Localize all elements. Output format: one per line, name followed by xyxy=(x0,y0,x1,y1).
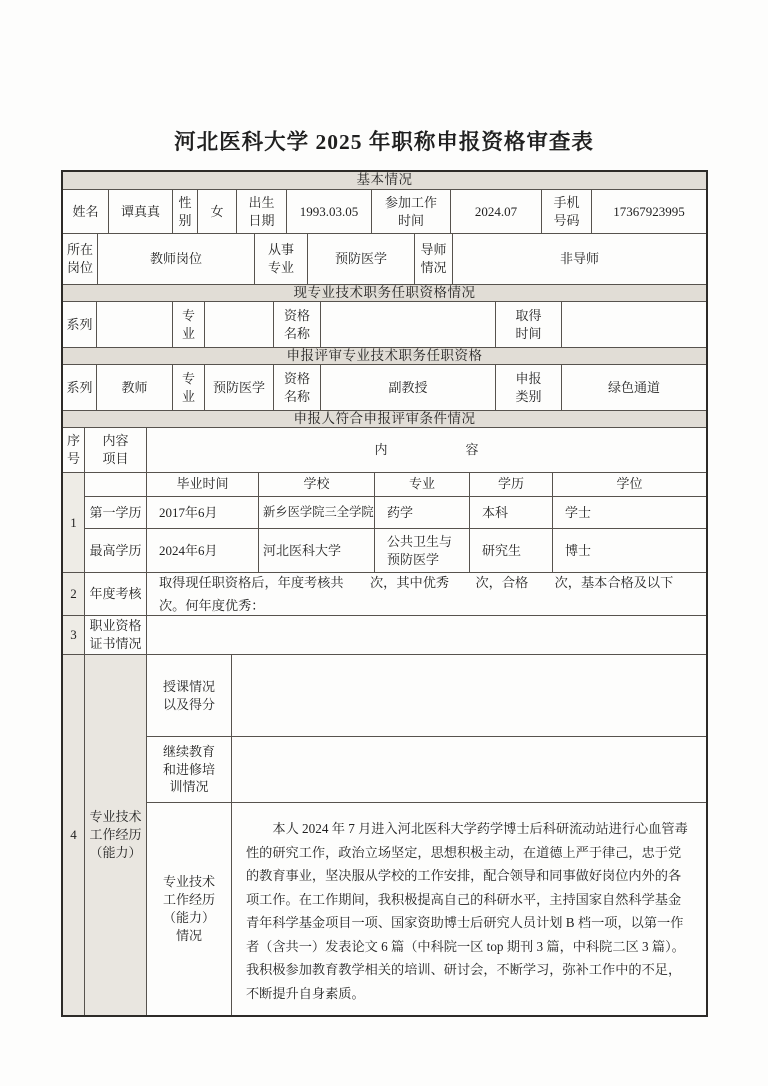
mentor-value-cell xyxy=(453,234,706,285)
cert-seq-cell xyxy=(63,616,85,655)
post-label: 所在岗位 xyxy=(66,242,93,275)
highest-degree-time: 2024年6月 xyxy=(159,542,218,558)
first-degree-major-cell xyxy=(375,497,470,530)
first-degree-label: 第一学历 xyxy=(89,504,142,520)
post-value: 教师岗位 xyxy=(149,251,202,267)
birth-label: 出生日期 xyxy=(248,194,275,228)
phone-label: 手机号码 xyxy=(553,194,580,228)
section-conditions-header-row xyxy=(63,411,706,428)
mentor-label-cell xyxy=(415,234,453,285)
cert-label: 职业资格证书情况 xyxy=(89,618,142,651)
basic-row-2 xyxy=(63,234,706,285)
current-qual-label-cell xyxy=(274,302,321,348)
apply-series-label-cell xyxy=(63,365,97,411)
item-column-header: 内容项目 xyxy=(102,433,129,466)
apply-major-label-cell xyxy=(173,365,205,411)
phone-value-cell xyxy=(592,190,706,234)
highest-degree-label: 最高学历 xyxy=(89,542,142,558)
name-value-cell xyxy=(109,190,173,234)
work-time-label: 参加工作时间 xyxy=(384,194,437,228)
annual-seq: 2 xyxy=(70,586,77,602)
training-label: 继续教育和进修培训情况 xyxy=(162,743,215,795)
name-label: 姓名 xyxy=(72,203,99,219)
apply-qual-row xyxy=(63,365,706,411)
qualification-review-table xyxy=(61,170,708,1017)
highest-degree-level-cell xyxy=(470,529,553,572)
training-label-cell xyxy=(147,737,232,803)
work-seq-cell xyxy=(63,655,85,1015)
apply-series-value-cell xyxy=(97,365,173,411)
work-time-label-cell xyxy=(372,190,451,234)
teaching-row xyxy=(147,655,706,737)
education-subtable xyxy=(85,473,706,573)
section-current-qual-header-label: 现专业技术职务任职资格情况 xyxy=(293,285,476,300)
teaching-label-cell xyxy=(147,655,232,737)
apply-qual-value: 副教授 xyxy=(388,379,428,395)
first-degree-degree-cell xyxy=(553,497,706,530)
cert-seq: 3 xyxy=(70,627,77,643)
gender-value: 女 xyxy=(210,203,224,219)
edu-col-level-cell xyxy=(470,473,553,497)
work-experience-row xyxy=(63,655,706,1015)
highest-degree-row xyxy=(85,529,706,572)
experience-label: 专业技术工作经历（能力）情况 xyxy=(162,874,215,943)
field-value: 预防医学 xyxy=(334,251,387,267)
current-series-label: 系列 xyxy=(66,316,93,332)
annual-content: 取得现任职资格后，年度考核共 次，其中优秀 次，合格 次，基本合格及以下 次。何年度优秀： xyxy=(159,574,700,613)
work-subtable xyxy=(147,655,706,1015)
current-obtained-label: 取得时间 xyxy=(515,307,542,341)
form-title: 河北医科大学 2025 年职称申报资格审查表 xyxy=(174,130,594,154)
current-major-value-cell xyxy=(205,302,274,348)
experience-label-cell xyxy=(147,803,232,1015)
highest-degree-major-cell xyxy=(375,529,470,572)
annual-content-cell xyxy=(147,573,706,616)
apply-qual-value-cell xyxy=(321,365,496,411)
work-time-value-cell xyxy=(451,190,542,234)
edu-col-school-cell xyxy=(259,473,375,497)
seq-column-header: 序号 xyxy=(66,433,80,466)
highest-degree-degree-cell xyxy=(553,529,706,572)
highest-degree-time-cell xyxy=(147,529,259,572)
highest-degree-school: 河北医科大学 xyxy=(263,542,342,558)
section-current-qual-header-row xyxy=(63,285,706,302)
apply-qual-label: 资格名称 xyxy=(283,370,310,404)
content-column-header-cell xyxy=(147,428,706,473)
edu-col-level: 学历 xyxy=(497,476,524,492)
section-basic-header xyxy=(63,172,706,190)
annual-review-row xyxy=(63,573,706,616)
apply-category-label: 申报类别 xyxy=(515,370,542,404)
gender-value-cell xyxy=(198,190,237,234)
current-obtained-value-cell xyxy=(562,302,706,348)
mentor-value: 非导师 xyxy=(559,251,599,267)
edu-col-time: 毕业时间 xyxy=(176,476,229,492)
experience-content: 本人 2024 年 7 月进入河北医科大学药学博士后科研流动站进行心血管毒性的研究工作，政治立场坚定，思想积极主动，在道德上严于律己，忠于党的教育事业，坚决服从学校的工作安排，配合领导和同事做好岗位内外的各项工作。在工作期间，我积极提高自己的科研水平，主持国家自然科学基金青年科学基金项目一项、国家资助博士后研究人员计划 B 档一项，以第一作者（含共一）发表论文 6 篇（中科院一区 top 期刊 3 篇，中科院二区 3 篇）。我积极参加教育教学相关的培训、研讨会，不断学习，弥补工作中的不足，不断提升自身素质。 xyxy=(246,821,688,1001)
section-current-qual-header xyxy=(63,285,706,302)
experience-content-cell xyxy=(232,803,706,1015)
work-seq: 4 xyxy=(70,827,77,843)
section-conditions-header-label: 申报人符合申报评审条件情况 xyxy=(293,411,476,426)
conditions-column-header-row xyxy=(63,428,706,473)
apply-qual-label-cell xyxy=(274,365,321,411)
first-degree-school: 新乡医学院三全学院 xyxy=(263,505,374,520)
apply-series-value: 教师 xyxy=(121,379,148,395)
education-seq: 1 xyxy=(70,514,77,530)
current-major-label-cell xyxy=(173,302,205,348)
gender-label: 性别 xyxy=(178,194,192,228)
teaching-content-cell xyxy=(232,655,706,737)
apply-category-value: 绿色通道 xyxy=(607,379,660,395)
first-degree-label-cell xyxy=(85,497,147,530)
annual-label-cell xyxy=(85,573,147,616)
work-label: 专业技术工作经历（能力） xyxy=(89,809,142,860)
phone-value: 17367923995 xyxy=(613,203,685,219)
education-subheader-blank-cell xyxy=(85,473,147,497)
field-value-cell xyxy=(308,234,415,285)
basic-row-1 xyxy=(63,190,706,234)
cert-label-cell xyxy=(85,616,147,655)
highest-degree-degree: 博士 xyxy=(565,542,592,558)
highest-degree-label-cell xyxy=(85,529,147,572)
work-time-value: 2024.07 xyxy=(474,203,518,219)
annual-label: 年度考核 xyxy=(89,586,142,602)
experience-row xyxy=(147,803,706,1015)
seq-column-header-cell xyxy=(63,428,85,473)
birth-label-cell xyxy=(237,190,287,234)
first-degree-degree: 学士 xyxy=(565,504,592,520)
item-column-header-cell xyxy=(85,428,147,473)
cert-content-cell xyxy=(147,616,706,655)
first-degree-time: 2017年6月 xyxy=(159,504,218,520)
work-label-cell xyxy=(85,655,147,1015)
current-series-label-cell xyxy=(63,302,97,348)
training-content-cell xyxy=(232,737,706,803)
first-degree-level-cell xyxy=(470,497,553,530)
current-qual-label: 资格名称 xyxy=(283,307,310,341)
highest-degree-level: 研究生 xyxy=(482,542,522,558)
apply-major-value: 预防医学 xyxy=(212,379,265,395)
apply-major-label: 专业 xyxy=(181,370,195,404)
highest-degree-school-cell xyxy=(259,529,375,572)
section-basic-header-label: 基本情况 xyxy=(356,172,413,188)
birth-value: 1993.03.05 xyxy=(299,203,359,219)
cert-row xyxy=(63,616,706,655)
current-obtained-label-cell xyxy=(496,302,562,348)
content-column-header: 内 容 xyxy=(374,442,479,458)
education-seq-cell xyxy=(63,473,85,573)
first-degree-school-cell xyxy=(259,497,375,530)
name-value: 谭真真 xyxy=(120,203,160,219)
field-label: 从事专业 xyxy=(267,242,294,275)
edu-col-major: 专业 xyxy=(408,476,435,492)
name-label-cell xyxy=(63,190,109,234)
section-apply-qual-header xyxy=(63,348,706,365)
teaching-label: 授课情况以及得分 xyxy=(162,678,215,712)
training-row xyxy=(147,737,706,803)
edu-col-school: 学校 xyxy=(303,476,330,492)
post-label-cell xyxy=(63,234,98,285)
field-label-cell xyxy=(255,234,308,285)
edu-col-degree: 学位 xyxy=(616,476,643,492)
education-row xyxy=(63,473,706,573)
annual-seq-cell xyxy=(63,573,85,616)
current-major-label: 专业 xyxy=(181,307,195,341)
first-degree-time-cell xyxy=(147,497,259,530)
current-series-value-cell xyxy=(97,302,173,348)
birth-value-cell xyxy=(287,190,372,234)
apply-major-value-cell xyxy=(205,365,274,411)
education-subheader-row xyxy=(85,473,706,497)
section-basic-header-row xyxy=(63,172,706,190)
section-apply-qual-header-row xyxy=(63,348,706,365)
apply-category-value-cell xyxy=(562,365,706,411)
gender-label-cell xyxy=(173,190,198,234)
current-qual-row xyxy=(63,302,706,348)
mentor-label: 导师情况 xyxy=(420,242,447,275)
edu-col-degree-cell xyxy=(553,473,706,497)
first-degree-row xyxy=(85,497,706,530)
first-degree-major: 药学 xyxy=(387,504,414,520)
section-conditions-header xyxy=(63,411,706,428)
first-degree-level: 本科 xyxy=(482,504,509,520)
edu-col-major-cell xyxy=(375,473,470,497)
phone-label-cell xyxy=(542,190,592,234)
post-value-cell xyxy=(98,234,255,285)
section-apply-qual-header-label: 申报评审专业技术职务任职资格 xyxy=(286,348,483,363)
current-qual-value-cell xyxy=(321,302,496,348)
apply-category-label-cell xyxy=(496,365,562,411)
edu-col-time-cell xyxy=(147,473,259,497)
highest-degree-major: 公共卫生与预防医学 xyxy=(387,533,453,567)
apply-series-label: 系列 xyxy=(66,379,93,395)
